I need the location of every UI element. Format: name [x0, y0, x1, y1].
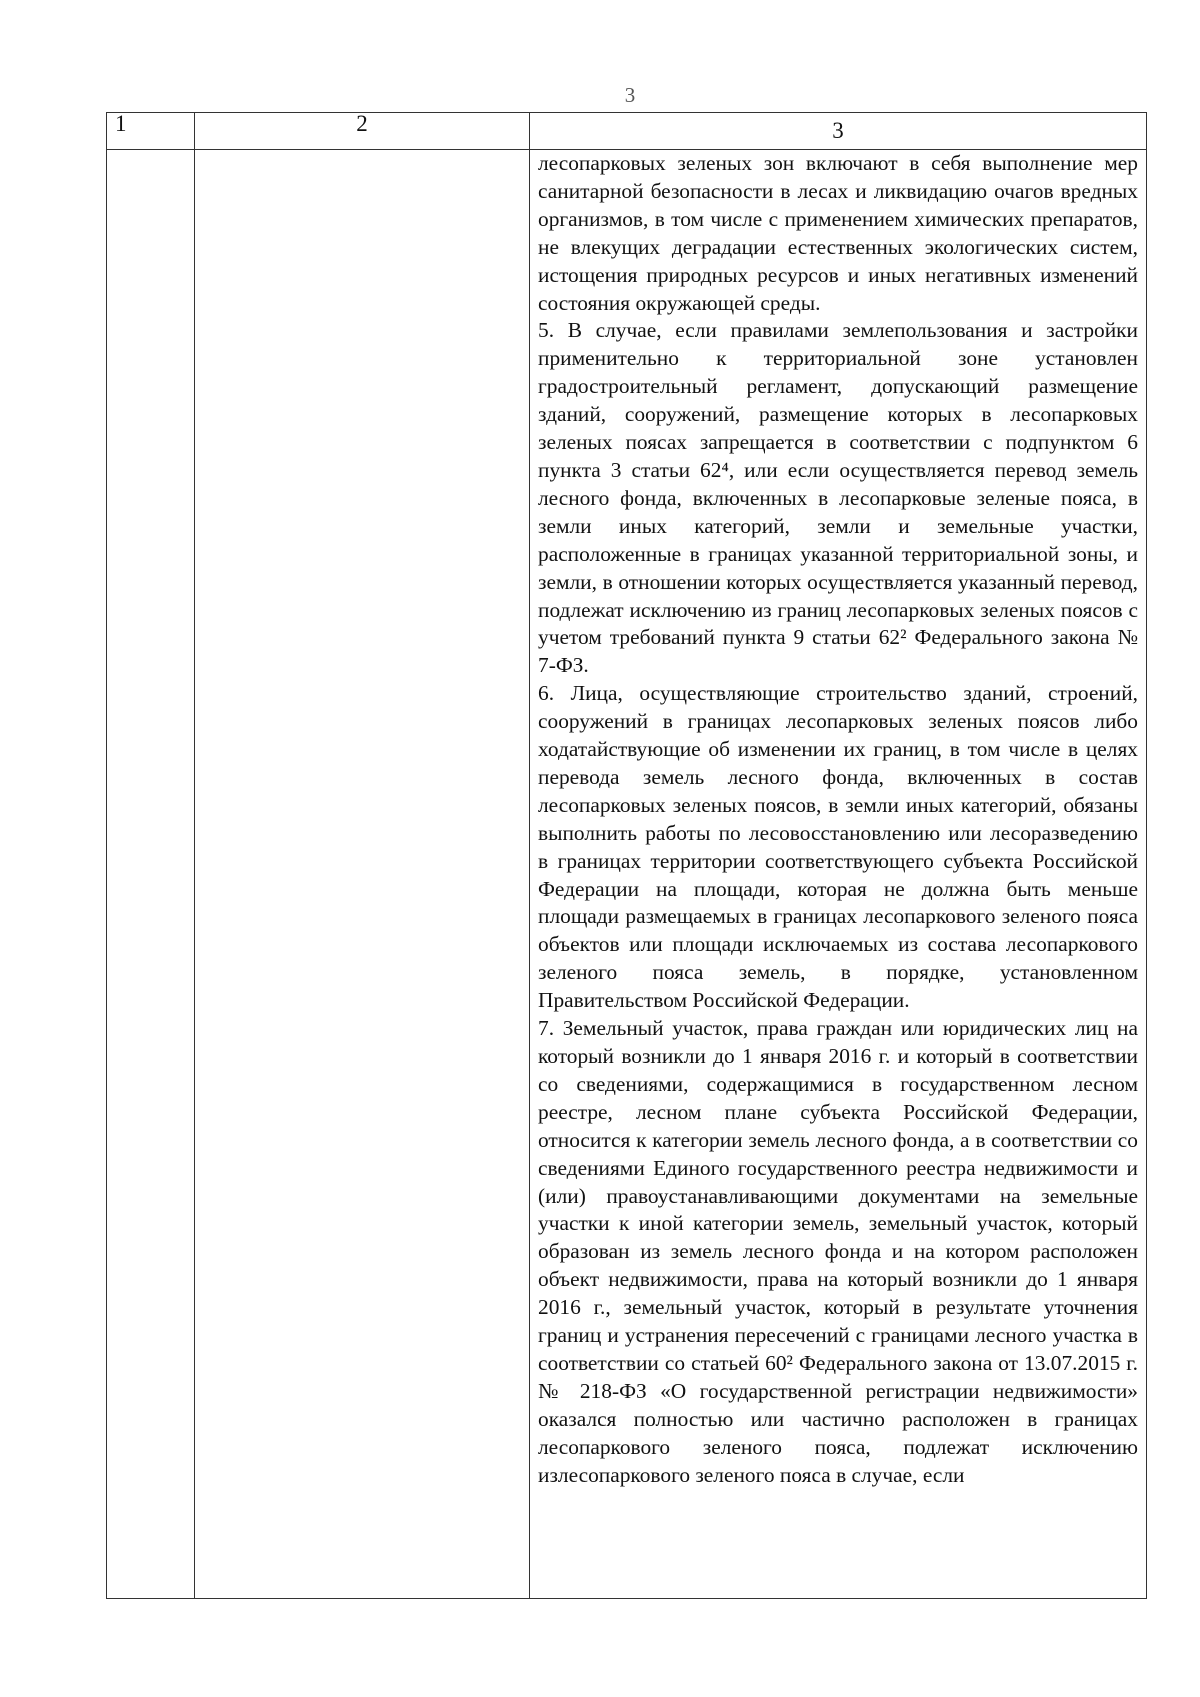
- paragraph-6: 6. Лица, осуществляющие строительство зданий, строений, сооружений в границах лесопарковых зеленых поясов либо ходатайствующие об изменении их границ, в том числе в целях перевода земель лесного фонда, включенных в состав лесопарковых зеленых поясов, в земли иных категорий, обязаны выполнить работы по лесовосстановлению или лесоразведению в границах территории соответствующего субъекта Российской Федерации на площади, которая не должна быть меньше площади размещаемых в границах лесопаркового зеленого пояса объектов или площади исключаемых из состава лесопаркового зеленого пояса земель, в порядке, установленном Правительством Российской Федерации.: [538, 681, 1138, 1013]
- page-number: 3: [624, 83, 636, 107]
- cell-column-1: [107, 150, 195, 1599]
- paragraph-continuation: лесопарковых зеленых зон включают в себя выполнение мер санитарной безопасности в лесах и ликвидацию очагов вредных организмов, в том числе с применением химических препаратов, не влекущих деградации естественных экологических систем, истощения природных ресурсов и иных негативных изменений состояния окружающей среды.: [538, 151, 1138, 315]
- table-header-row: [107, 113, 1147, 150]
- paragraph-5: 5. В случае, если правилами землепользования и застройки применительно к территориальной зоне установлен градостроительный регламент, допускающий размещение зданий, сооружений, размещение которых в лесопарковых зеленых поясах запрещается в соответствии с подпунктом 6 пункта 3 статьи 62⁴, или если осуществляется перевод земель лесного фонда, включенных в лесопарковые зеленые пояса, в земли иных категорий, земли и земельные участки, расположенные в границах указанной территориальной зоны, и земли, в отношении которых осуществляется указанный перевод, подлежат исключению из границ лесопарковых зеленых поясов с учетом требований пункта 9 статьи 62² Федерального закона № 7-ФЗ.: [538, 318, 1138, 678]
- table-row: [107, 150, 1147, 1599]
- document-table: [106, 112, 1147, 1599]
- column-header-3: 3: [530, 113, 1147, 150]
- column-header-1: 1: [107, 113, 195, 150]
- cell-column-3: [530, 150, 1147, 1599]
- paragraph-7: 7. Земельный участок, права граждан или юридических лиц на который возникли до 1 января 2016 г. и который в соответствии со сведениями, содержащимися в государственном лесном реестре, лесном плане субъекта Российской Федерации, относится к категории земель лесного фонда, а в соответствии со сведениями Единого государственного реестра недвижимости и (или) правоустанавливающими документами на земельные участки к иной категории земель, земельный участок, который образован из земель лесного фонда и на котором расположен объект недвижимости, права на который возникли до 1 января 2016 г., земельный участок, который в результате уточнения границ и устранения пересечений с границами лесного участка в соответствии со статьей 60² Федерального закона от 13.07.2015 г. № 218-ФЗ «О государственной регистрации недвижимости» оказался полностью или частично расположен в границах лесопаркового зеленого пояса, подлежат исключению излесопаркового зеленого пояса в случае, если: [538, 1016, 1138, 1487]
- column-header-2: 2: [195, 113, 530, 150]
- cell-column-2: [195, 150, 530, 1599]
- cell-text: [530, 150, 1146, 1490]
